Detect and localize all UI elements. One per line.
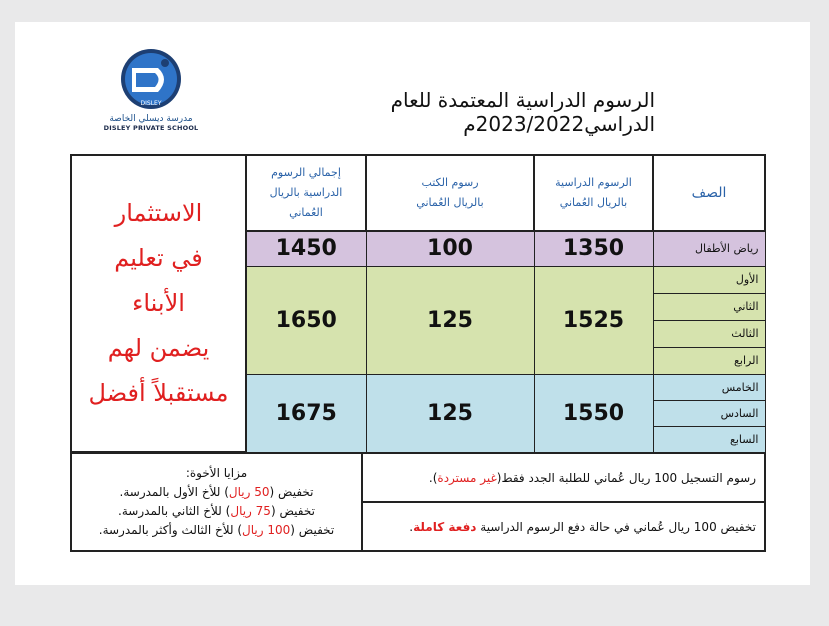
grade-4: الرابع: [653, 347, 765, 374]
slogan-line: يضمن لهم: [107, 334, 210, 362]
siblings-title: مزايا الأخوة:: [185, 466, 248, 480]
books-1-4: 125: [366, 266, 534, 374]
discount-text: تخفيض 100 ريال عُماني في حالة دفع الرسوم الدراسية: [480, 519, 756, 534]
school-name-ar: مدرسة ديسلي الخاصة: [109, 114, 193, 124]
slogan-line: في تعليم: [114, 244, 203, 272]
grade-3: الثالث: [653, 320, 765, 347]
grade-5: الخامس: [653, 374, 765, 400]
registration-close: ).: [428, 470, 438, 485]
grade-6: السادس: [653, 400, 765, 426]
grade-1: الأول: [653, 266, 765, 293]
tuition-5-7: 1550: [534, 374, 653, 452]
total-1-4: 1650: [246, 266, 366, 374]
siblings-box: [71, 453, 362, 551]
notes-table: [70, 452, 766, 552]
siblings-line: تخفيض (100 ريال) للأخ الثالث وأكثر بالمدرسة.: [98, 523, 335, 537]
header-grade: الصف: [653, 155, 765, 231]
table-header-row: [71, 155, 765, 231]
discount-full-payment: دفعة كاملة: [413, 519, 477, 534]
notes-row: [71, 453, 765, 502]
header-total: إجمالي الرسوم الدراسية بالريال العُماني: [246, 155, 366, 231]
registration-text: رسوم التسجيل 100 ريال عُماني للطلبة الجدد فقط: [501, 470, 756, 485]
slogan-line: الأبناء: [132, 289, 185, 317]
grade-7: السابع: [653, 426, 765, 452]
grade-kg: رياض الأطفال: [653, 231, 765, 266]
total-5-7: 1675: [246, 374, 366, 452]
logo-mark-icon: [118, 46, 184, 112]
siblings-line: تخفيض (50 ريال) للأخ الأول بالمدرسة.: [119, 485, 314, 499]
registration-note: [362, 453, 765, 502]
siblings-line: تخفيض (75 ريال) للأخ الثاني بالمدرسة.: [118, 504, 315, 518]
grade-2: الثاني: [653, 293, 765, 320]
books-kg: 100: [366, 231, 534, 266]
registration-open: (: [496, 470, 502, 485]
slogan-cell: [71, 155, 246, 452]
fees-table: [70, 154, 766, 453]
discount-end: .: [409, 519, 414, 534]
logo-mark-text: DISLEY: [140, 100, 162, 107]
school-name-en: DISLEY PRIVATE SCHOOL: [103, 124, 199, 132]
page-title: الرسوم الدراسية المعتمدة للعام الدراسي2023/2022م: [390, 88, 655, 136]
tuition-1-4: 1525: [534, 266, 653, 374]
discount-note: [362, 502, 765, 551]
total-kg: 1450: [246, 231, 366, 266]
header-tuition: الرسوم الدراسية بالريال العُماني: [534, 155, 653, 231]
slogan-line: مستقبلاً أفضل: [88, 379, 229, 407]
books-5-7: 125: [366, 374, 534, 452]
tuition-kg: 1350: [534, 231, 653, 266]
header-books: رسوم الكتب بالريال العُماني: [366, 155, 534, 231]
school-logo: [101, 46, 201, 156]
slogan-line: الاستثمار: [114, 199, 203, 227]
registration-nonrefundable: غير مستردة: [437, 470, 497, 485]
